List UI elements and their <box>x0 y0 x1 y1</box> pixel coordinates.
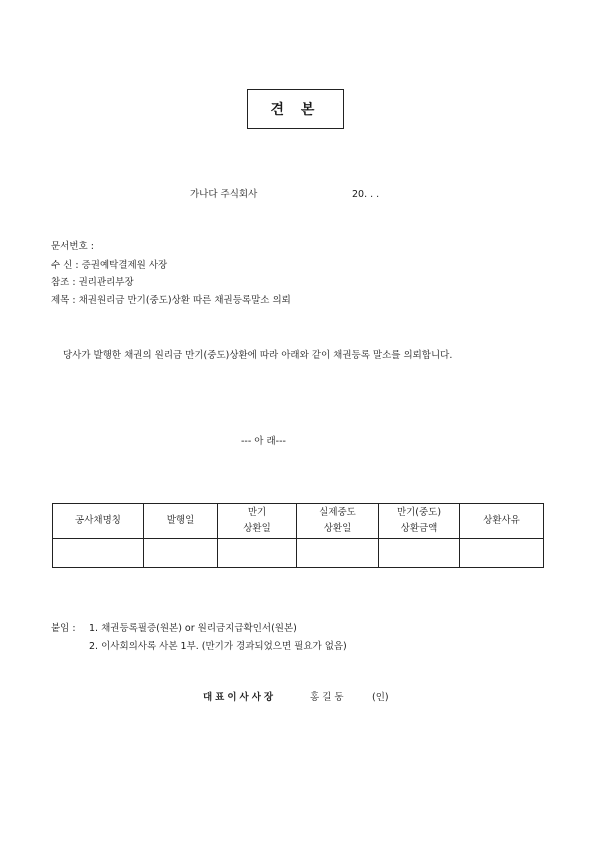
signature-seal: (인) <box>372 692 389 703</box>
signature-name: 홍 길 동 <box>310 692 344 703</box>
table-header-row <box>53 504 544 539</box>
header-actual-redemption-date: 실제중도 상환일 <box>297 504 379 539</box>
below-marker: --- 아 래--- <box>241 436 286 447</box>
document-title: 견 본 <box>247 89 344 129</box>
bond-table <box>52 503 544 568</box>
table-row <box>53 539 544 568</box>
table-cell <box>379 539 460 568</box>
body-paragraph: 당사가 발행한 채권의 원리금 만기(중도)상환에 따라 아래와 같이 채권등록 말소를 의뢰합니다. <box>63 350 453 361</box>
table-cell <box>53 539 144 568</box>
signature-title: 대표이사사장 <box>203 692 277 703</box>
table-cell <box>460 539 544 568</box>
attachment-item: 2. 이사회의사록 사본 1부. (만기가 경과되었으면 필요가 없음) <box>89 641 347 652</box>
reference-line: 참조 : 권리관리부장 <box>51 277 134 288</box>
company-name: 가나다 주식회사 <box>190 189 258 200</box>
doc-number-label: 문서번호 : <box>51 241 94 252</box>
header-bond-name: 공사채명칭 <box>53 504 144 539</box>
header-redemption-amount: 만기(중도) 상환금액 <box>379 504 460 539</box>
attachment-item: 1. 채권등록필증(원본) or 원리금지급확인서(원본) <box>89 623 297 634</box>
table-cell <box>144 539 218 568</box>
recipient-line: 수 신 : 증권예탁결제원 사장 <box>51 260 168 271</box>
attachments-label: 붙임 : <box>51 623 76 634</box>
header-maturity-date: 만기 상환일 <box>218 504 297 539</box>
header-issue-date: 발행일 <box>144 504 218 539</box>
document-date: 20. . . <box>352 189 380 200</box>
table-cell <box>297 539 379 568</box>
header-redemption-reason: 상환사유 <box>460 504 544 539</box>
subject-line: 제목 : 채권원리금 만기(중도)상환 따른 채권등록말소 의뢰 <box>51 295 291 306</box>
table-cell <box>218 539 297 568</box>
